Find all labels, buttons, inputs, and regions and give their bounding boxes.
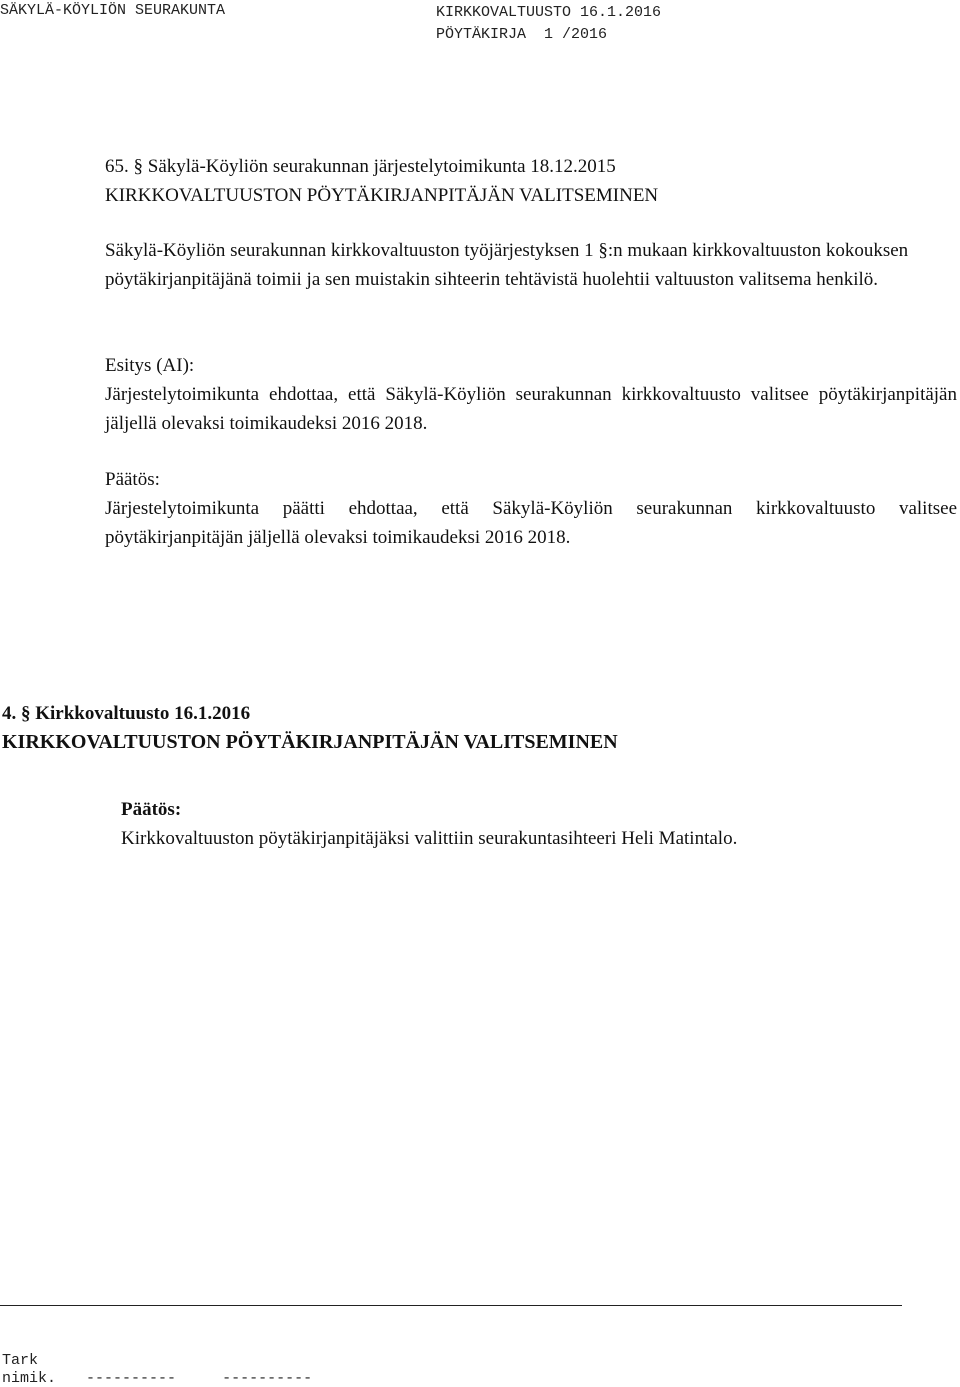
decision-text: Järjestelytoimikunta päätti ehdottaa, että Säkylä-Köyliön seurakunnan kirkkovaltuusto valitsee pöytäkirjanpitäjän jäljellä olevaksi toimikaudeksi 2016 2018. bbox=[105, 498, 957, 548]
header-meeting-info bbox=[436, 2, 661, 46]
proposal-label: Esitys (AI): bbox=[105, 355, 195, 376]
section1-decision bbox=[105, 465, 957, 552]
decision-label: Päätös: bbox=[121, 799, 182, 820]
header-organization: SÄKYLÄ-KÖYLIÖN SEURAKUNTA bbox=[0, 2, 226, 19]
section2-title-line2: KIRKKOVALTUUSTON PÖYTÄKIRJANPITÄJÄN VALITSEMINEN bbox=[2, 731, 618, 753]
section2-number: 4. bbox=[2, 703, 17, 724]
header-minutes-number: PÖYTÄKIRJA 1 /2016 bbox=[436, 26, 608, 43]
footer-signature-line-1: ---------- bbox=[86, 1370, 177, 1387]
section-sign-icon: § bbox=[133, 156, 143, 177]
section1-title-line2: KIRKKOVALTUUSTON PÖYTÄKIRJANPITÄJÄN VALITSEMINEN bbox=[105, 185, 659, 206]
section1-title-line1: Säkylä-Köyliön seurakunnan järjestelytoimikunta 18.12.2015 bbox=[147, 156, 616, 177]
header-meeting: KIRKKOVALTUUSTO 16.1.2016 bbox=[436, 4, 662, 21]
footer-sign-label: nimik. bbox=[2, 1370, 57, 1387]
decision-label: Päätös: bbox=[105, 469, 160, 490]
footer-sign-row bbox=[2, 1370, 312, 1387]
footer-signature-line-2: ---------- bbox=[222, 1370, 313, 1387]
section1-proposal bbox=[105, 351, 957, 438]
section2-title-line1: Kirkkovaltuusto 16.1.2016 bbox=[35, 703, 251, 724]
section1-intro: Säkylä-Köyliön seurakunnan kirkkovaltuuston työjärjestyksen 1 §:n mukaan kirkkovaltuuston kokouksen pöytäkirjanpitäjänä toimii ja sen muistakin sihteerin tehtävistä huolehtii valtuuston valitsema henkilö. bbox=[105, 240, 909, 290]
section1-number: 65. bbox=[105, 156, 129, 177]
proposal-text: Järjestelytoimikunta ehdottaa, että Säkylä-Köyliön seurakunnan kirkkovaltuusto valitsee pöytäkirjanpitäjän jäljellä olevaksi toimikaudeksi 2016 2018. bbox=[105, 384, 957, 434]
footer-divider bbox=[0, 1305, 902, 1306]
section2-decision bbox=[121, 795, 737, 853]
section2-title bbox=[2, 699, 618, 757]
decision-text: Kirkkovaltuuston pöytäkirjanpitäjäksi valittiin seurakuntasihteeri Heli Matintalo. bbox=[121, 828, 738, 849]
section1-title bbox=[105, 152, 658, 210]
section-sign-icon: § bbox=[21, 703, 31, 724]
footer-check-label: Tark bbox=[2, 1352, 39, 1369]
